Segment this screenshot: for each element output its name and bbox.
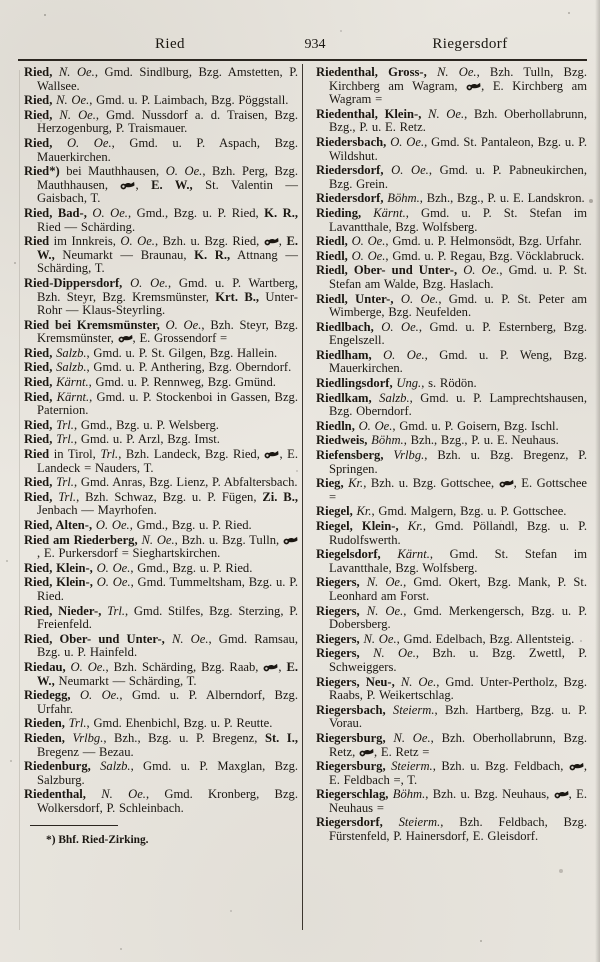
entry-headword: Riedlkam,	[316, 390, 372, 405]
crownland-abbr: O. Oe.	[373, 319, 419, 334]
entry-text: , Gmd. u. P. Anthering, Bzg. Oberndorf.	[86, 360, 292, 375]
entry-text: , Bzh. u. Bzg. Gottschee,	[363, 476, 499, 491]
entry-text: , Bzh. Tulln, Bzg. Kirchberg am Wagram,	[329, 65, 587, 93]
crownland-abbr: Trl.	[100, 447, 119, 462]
entry-headword: Krt. B.,	[215, 289, 260, 304]
gazetteer-entry	[24, 376, 298, 390]
gazetteer-entry	[24, 419, 298, 433]
entry-text: , Gmd. Ramsau, Bzg. u. P. Hainfeld.	[37, 631, 298, 660]
entry-headword: Riedersbach,	[316, 134, 387, 149]
post-horn-icon	[264, 237, 279, 246]
entry-headword: Ried, Klein-,	[24, 575, 93, 590]
entry-headword: Zi. B.,	[262, 489, 298, 504]
entry-headword: Ried,	[24, 375, 53, 390]
crownland-abbr: Böhm.	[383, 191, 420, 206]
entry-text: , Bzh. u. Bzg. Feldbach,	[432, 759, 569, 774]
entry-text: , Bzh. u. Bzg. Ried,	[154, 234, 264, 249]
entry-text: , Bzh. Hartberg, Bzg. u. P. Vorau.	[329, 702, 587, 731]
entry-headword: Riedl, Ober- und Unter-,	[316, 263, 458, 278]
post-horn-icon	[264, 450, 279, 459]
entry-text: ,	[278, 659, 287, 674]
gazetteer-entry	[24, 165, 298, 206]
entry-headword: Riedweis,	[316, 433, 368, 448]
entry-text: , Gmd. Sindlburg, Bzg. Amstetten, P. Wallsee.	[37, 65, 298, 93]
entry-headword: Rieg,	[316, 476, 344, 491]
crownland-abbr: O. Oe.	[383, 163, 429, 178]
crownland-abbr: N. Oe.	[394, 674, 437, 689]
crownland-abbr: N. Oe.	[85, 787, 146, 802]
crownland-abbr: Kr.	[343, 476, 364, 491]
gazetteer-entry	[316, 293, 587, 320]
entry-headword: Riedlham,	[316, 347, 372, 362]
crownland-abbr: O. Oe.	[86, 205, 128, 220]
crownland-abbr: O. Oe.	[354, 418, 393, 433]
footnote-rule	[30, 825, 118, 826]
entry-text: , E. Retz =	[373, 744, 430, 759]
header-guide-word-left: Ried	[155, 36, 185, 52]
entry-headword: Riegers,	[316, 631, 360, 646]
entry-text: , E. Gottschee =	[329, 476, 587, 504]
entry-text: Attnang — Schärding, T.	[37, 247, 298, 276]
entry-text: ,	[278, 234, 287, 249]
crownland-abbr: Kärnt.	[52, 389, 90, 404]
entry-headword: Ried, Bad-,	[24, 205, 87, 220]
gazetteer-entry	[24, 576, 298, 603]
crownland-abbr: Salzb.	[52, 360, 87, 375]
entry-headword: Ried	[24, 234, 50, 249]
entry-text: , Gmd. Anras, Bzg. Lienz, P. Abfaltersbach.	[73, 475, 298, 490]
crownland-abbr: Trl.	[52, 432, 74, 447]
entry-text: , Gmd. Okert, Bzg. Mank, P. St. Leonhard am Forst.	[329, 575, 587, 603]
crownland-abbr: Steierm.	[385, 759, 433, 774]
entry-text: , Gmd. St. Pantaleon, Bzg. u. P. Wildshut.	[329, 134, 588, 163]
gazetteer-entry	[316, 349, 587, 376]
entry-headword: Ried,	[24, 65, 53, 79]
crownland-abbr: O. Oe.	[70, 688, 120, 703]
entry-headword: Ried,	[24, 360, 53, 375]
crownland-abbr: N. Oe.	[52, 65, 95, 79]
crownland-abbr: Vrlbg.	[64, 730, 104, 745]
entry-text: , Bzh. Oberhollabrunn, Bzg., P. u. E. Retz.	[329, 106, 588, 135]
entry-text: , s. Rödön.	[421, 376, 477, 391]
entry-headword: Ried,	[24, 345, 53, 360]
crownland-abbr: Böhm.	[367, 433, 404, 448]
gazetteer-entry	[24, 66, 298, 93]
entry-headword: Riegersbach,	[316, 702, 386, 717]
entry-text: , Gmd. Merkengersch, Bzg. u. P. Dobersberg.	[329, 603, 587, 632]
post-horn-icon	[283, 536, 298, 545]
entry-headword: K. R.,	[264, 205, 298, 220]
entry-headword: Riedl,	[316, 234, 348, 249]
page-number: 934	[304, 37, 326, 52]
gazetteer-entry	[316, 449, 587, 476]
crownland-abbr: Kärnt.	[380, 547, 430, 562]
entry-headword: Riedl,	[316, 248, 348, 263]
gazetteer-entry	[24, 717, 298, 731]
crownland-abbr: O. Oe.	[457, 263, 500, 278]
entry-text: , Gmd. u. P. Weng, Bzg. Mauerkirchen.	[329, 347, 587, 376]
entry-headword: Rieding,	[316, 205, 362, 220]
crownland-abbr: O. Oe.	[165, 164, 203, 179]
entry-text: , Gmd. u. P. Alberndorf, Bzg. Urfahr.	[37, 688, 298, 716]
post-horn-icon	[466, 82, 481, 91]
gazetteer-entry	[24, 562, 298, 576]
entry-headword: Riegersburg,	[316, 730, 386, 745]
entry-headword: Riegersdorf,	[316, 815, 383, 830]
header-guide-word-right: Riegersdorf	[432, 36, 508, 52]
gazetteer-entry	[316, 250, 587, 264]
gazetteer-entry	[316, 192, 587, 206]
entry-headword: Riegers,	[316, 575, 360, 590]
entry-headword: Riegel, Klein-,	[316, 519, 399, 533]
gazetteer-entry	[316, 647, 587, 674]
entry-text: , Bzh., Bzg., P. u. E. Neuhaus.	[403, 433, 559, 448]
entry-headword: K. R.,	[194, 247, 231, 262]
column-divider-rule	[302, 64, 303, 930]
entry-headword: Ried,	[24, 93, 53, 108]
gazetteer-entry	[24, 448, 298, 475]
crownland-abbr: N. Oe.	[359, 646, 416, 661]
crownland-abbr: O. Oe.	[371, 347, 425, 362]
entry-headword: Riedersdorf,	[316, 163, 384, 178]
gazetteer-entry	[316, 420, 587, 434]
crownland-abbr: Böhm.	[388, 787, 426, 802]
crownland-abbr: O. Oe.	[120, 234, 155, 249]
entry-headword: Riedenthal,	[24, 787, 86, 802]
entry-text: , Gmd. Ehenbichl, Bzg. u. P. Reutte.	[86, 716, 273, 731]
entry-text: , Bzh. Landeck, Bzg. Ried,	[118, 447, 265, 462]
entry-text: , Gmd. Stilfes, Bzg. Sterzing, P. Freienfeld.	[37, 603, 299, 632]
gazetteer-entry	[316, 676, 587, 703]
crownland-abbr: N. Oe.	[52, 107, 96, 122]
entry-headword: Ried	[24, 447, 50, 462]
crownland-abbr: Salzb.	[371, 390, 410, 405]
entry-text: , Gmd. u. P. Pabneukirchen, Bzg. Grein.	[329, 163, 587, 191]
gazetteer-entry	[24, 109, 298, 136]
entry-text: , Gmd. u. P. Regau, Bzg. Vöcklabruck.	[385, 248, 585, 263]
crownland-abbr: Trl.	[52, 489, 77, 504]
gazetteer-entry	[24, 519, 298, 533]
entry-text: , Gmd. St. Stefan im Lavantthale, Bzg. Wolfsberg.	[329, 547, 587, 575]
gazetteer-entry	[316, 108, 587, 135]
gazetteer-entry	[316, 704, 587, 731]
crownland-abbr: O. Oe.	[52, 135, 112, 150]
entry-text: , Gmd. u. P. Aspach, Bzg. Mauerkirchen.	[37, 135, 299, 164]
entry-headword: Riedl, Unter-,	[316, 291, 394, 306]
entry-headword: Riegel,	[316, 504, 353, 519]
crownland-abbr: Trl.	[101, 603, 125, 618]
entry-headword: Riegelsdorf,	[316, 547, 381, 562]
entry-text: , E. Feldbach =, T.	[329, 759, 587, 787]
scan-crease-line	[19, 70, 20, 930]
entry-text: , E. Purkersdorf = Sieghartskirchen.	[37, 546, 221, 561]
entry-text: Bregenz — Bezau.	[37, 744, 134, 759]
gazetteer-entry	[24, 235, 298, 276]
entry-headword: Ried,	[24, 432, 53, 447]
crownland-abbr: O. Oe.	[347, 248, 386, 263]
entry-headword: Ried,	[24, 389, 53, 404]
entry-headword: Riedln,	[316, 418, 355, 433]
entry-headword: Ried, Ober- und Unter-,	[24, 631, 165, 646]
entry-headword: Rieden,	[24, 716, 65, 731]
entry-headword: Riedlingsdorf,	[316, 376, 393, 391]
entry-text: bei Mauthhausen,	[59, 164, 166, 179]
crownland-abbr: N. Oe.	[52, 93, 90, 108]
entry-text: ,	[135, 177, 152, 192]
crownland-abbr: Salzb.	[52, 345, 87, 360]
crownland-abbr: N. Oe.	[359, 575, 404, 590]
gazetteer-entry	[24, 605, 298, 632]
gazetteer-entry	[316, 136, 587, 163]
entry-headword: Riedegg,	[24, 688, 71, 703]
entry-headword: Riedenburg,	[24, 759, 91, 774]
entry-headword: Ried,	[24, 135, 53, 150]
entry-headword: Riegers, Neu-,	[316, 674, 395, 689]
gazetteer-entry	[316, 321, 587, 348]
entry-text: , Gmd. u. P. Lamprechtshausen, Bzg. Oberndorf.	[329, 390, 588, 419]
entry-headword: Ried-Dippersdorf,	[24, 275, 123, 290]
entry-text: , Gmd. Edelbach, Bzg. Allentsteig.	[396, 631, 575, 646]
gazetteer-entry	[316, 66, 587, 107]
gazetteer-entry	[316, 816, 587, 843]
crownland-abbr: N. Oe.	[359, 603, 404, 618]
entry-headword: Rieden,	[24, 730, 65, 745]
gazetteer-entry	[316, 760, 587, 787]
entry-text: , Bzh. u. Bzg. Bregenz, P. Springen.	[329, 448, 587, 476]
entry-text: , Bzh. Schärding, Bzg. Raab,	[105, 659, 264, 674]
gazetteer-entry	[24, 476, 298, 490]
entry-text: Neumarkt — Braunau,	[54, 247, 195, 262]
entry-headword: Ried,	[24, 475, 53, 490]
entry-text: , Bzh. Feldbach, Bzg. Fürstenfeld, P. Hainersdorf, E. Gleisdorf.	[329, 815, 587, 844]
entry-headword: Ried,	[24, 417, 53, 432]
gazetteer-entry	[316, 377, 587, 391]
entry-text: , E. Neuhaus =	[329, 787, 588, 815]
gazetteer-entry	[316, 732, 587, 759]
entry-headword: Ried bei Kremsmünster,	[24, 317, 160, 332]
gazetteer-entry	[24, 94, 298, 108]
crownland-abbr: N. Oe.	[359, 631, 397, 646]
entry-text: , Gmd. u. P. Esternberg, Bzg. Engelszell.	[329, 319, 587, 348]
page-edge-shadow	[595, 0, 600, 962]
post-horn-icon	[118, 334, 133, 343]
gazetteer-entry	[24, 788, 298, 815]
crownland-abbr: Kr.	[398, 519, 423, 533]
crownland-abbr: Trl.	[52, 475, 74, 490]
gazetteer-entry	[316, 264, 587, 291]
crownland-abbr: N. Oe.	[421, 106, 465, 121]
gazetteer-entry	[24, 689, 298, 716]
crownland-abbr: Kärnt.	[52, 375, 89, 390]
entry-headword: Riegerschlag,	[316, 787, 389, 802]
crownland-abbr: Kr.	[352, 504, 372, 519]
gazetteer-entry	[316, 633, 587, 647]
gazetteer-entry	[24, 361, 298, 375]
entry-headword: E. W.,	[37, 234, 298, 262]
entry-text: , Bzh. Perg, Bzg. Mauthhausen,	[37, 164, 298, 192]
crownland-abbr: O. Oe.	[393, 291, 439, 306]
gazetteer-entry	[24, 347, 298, 361]
entry-text: Jenbach — Mayrhofen.	[37, 503, 157, 518]
gazetteer-entry	[316, 164, 587, 191]
entry-text: im Innkreis,	[49, 234, 121, 249]
entry-text: , Gmd. u. P. Arzl, Bzg. Imst.	[73, 432, 220, 447]
gazetteer-entry	[24, 207, 298, 234]
gazetteer-entry	[316, 434, 587, 448]
entry-text: , Gmd. Malgern, Bzg. u. P. Gottschee.	[371, 504, 567, 519]
entry-headword: Ried*)	[24, 164, 60, 179]
crownland-abbr: Kärnt.	[361, 205, 406, 220]
entry-text: , Bzh., Bzg., P. u. E. Landskron.	[419, 191, 585, 206]
entry-text: , Gmd. u. P. Goisern, Bzg. Ischl.	[392, 418, 559, 433]
post-horn-icon	[120, 181, 135, 190]
scan-speckles	[0, 0, 2, 2]
entry-text: , Bzh. Oberhollabrunn, Bzg. Retz,	[329, 730, 587, 759]
column-right	[316, 66, 587, 845]
entry-text: , Bzh. Schwaz, Bzg. u. P. Fügen,	[76, 489, 263, 504]
gazetteer-entry	[316, 576, 587, 603]
crownland-abbr: Salzb.	[90, 759, 131, 774]
entry-headword: St. I.,	[264, 730, 298, 745]
crownland-abbr: Ung.	[392, 376, 422, 391]
gazetteer-entry	[24, 391, 298, 418]
entry-headword: Ried,	[24, 489, 53, 504]
gazetteer-entry	[24, 633, 298, 660]
crownland-abbr: O. Oe.	[386, 134, 425, 149]
entry-text: , Gmd. Kronberg, Bzg. Wolkersdorf, P. Schleinbach.	[37, 787, 298, 815]
entry-text: , Bzh. u. Bzg. Zwettl, P. Schweiggers.	[329, 646, 587, 674]
crownland-abbr: N. Oe.	[426, 65, 477, 79]
entry-headword: Riedau,	[24, 659, 66, 674]
gazetteer-entry	[316, 235, 587, 249]
gazetteer-entry	[24, 433, 298, 447]
gazetteer-entry	[24, 732, 298, 759]
entry-text: , Gmd. Nussdorf a. d. Traisen, Bzg. Herzogenburg, P. Traismauer.	[37, 107, 298, 136]
entry-headword: Ried, Nieder-,	[24, 603, 102, 618]
crownland-abbr: N. Oe.	[385, 730, 431, 745]
crownland-abbr: Trl.	[64, 716, 87, 731]
crownland-abbr: O. Oe.	[347, 234, 386, 249]
gazetteer-entry	[316, 477, 587, 504]
entry-text: , Gmd. u. P. Wartberg, Bzh. Steyr, Bzg. Kremsmünster,	[37, 275, 298, 304]
entry-text: , Gmd. Unter-Pertholz, Bzg. Raabs, P. Weikertschlag.	[329, 674, 587, 703]
crownland-abbr: N. Oe.	[164, 631, 209, 646]
entry-text: , Gmd. u. P. Maxglan, Bzg. Salzburg.	[37, 759, 299, 787]
crownland-abbr: O. Oe.	[159, 317, 202, 332]
entry-headword: Ried, Klein-,	[24, 560, 93, 575]
entry-text: , Bzh. u. Bzg. Neuhaus,	[425, 787, 554, 802]
gazetteer-entry	[24, 137, 298, 164]
entry-text: St. Valentin — Gaisbach, T.	[37, 177, 299, 206]
gazetteer-entry	[316, 788, 587, 815]
gazetteer-entry	[24, 760, 298, 787]
entry-text: , Gmd. u. P. St. Stefan am Walde, Bzg. Haslach.	[329, 263, 587, 291]
post-horn-icon	[554, 790, 569, 799]
entry-text: , Gmd. u. P. Laimbach, Bzg. Pöggstall.	[89, 93, 289, 108]
entry-text: , Bzh. u. Bzg. Tulln,	[174, 532, 283, 547]
crownland-abbr: Steierm.	[382, 815, 441, 830]
entry-text: Ried — Schärding.	[37, 219, 136, 234]
entry-text: , Bzh., Bzg. u. P. Bregenz,	[103, 730, 265, 745]
entry-text: , E. Kirchberg am Wagram =	[329, 78, 587, 107]
entry-headword: Ried, Alten-,	[24, 518, 93, 532]
gazetteer-entry	[316, 392, 587, 419]
entry-text: Neumarkt — Schärding, T.	[54, 673, 197, 688]
entry-headword: Ried am Riederberg,	[24, 532, 138, 547]
crownland-abbr: O. Oe.	[92, 518, 130, 532]
entry-text: , Gmd., Bzg. u. P. Ried.	[129, 518, 252, 532]
gazetteer-entry	[316, 605, 587, 632]
gazetteer-entry	[24, 491, 298, 518]
entry-text: in Tirol,	[49, 447, 101, 462]
entry-headword: E. W.,	[37, 659, 298, 688]
entry-text: , Gmd., Bzg. u. P. Ried,	[127, 205, 265, 220]
entry-headword: E. W.,	[151, 177, 193, 192]
crownland-abbr: Steierm.	[385, 702, 435, 717]
crownland-abbr: O. Oe.	[92, 560, 131, 575]
post-horn-icon	[499, 479, 514, 488]
gazetteer-entry	[24, 661, 298, 688]
post-horn-icon	[359, 748, 374, 757]
crownland-abbr: Vrlbg.	[383, 448, 425, 463]
entry-text: , Bzh. Steyr, Bzg. Kremsmünster,	[37, 317, 298, 346]
gazetteer-entry	[316, 520, 587, 547]
entry-text: , Gmd., Bzg. u. P. Welsberg.	[73, 417, 219, 432]
entry-text: , Gmd. u. P. St. Gilgen, Bzg. Hallein.	[86, 345, 278, 360]
footnote-text: *) Bhf. Ried-Zirking.	[46, 834, 149, 847]
entry-headword: Riegersburg,	[316, 759, 386, 774]
crownland-abbr: Trl.	[52, 417, 74, 432]
gazetteer-entry	[24, 319, 298, 346]
entry-text: , Gmd. u. P. Helmonsödt, Bzg. Urfahr.	[385, 234, 582, 249]
footnote-block	[24, 825, 298, 847]
crownland-abbr: O. Oe.	[122, 275, 168, 290]
header-rule	[18, 59, 587, 61]
entry-headword: Riedersdorf,	[316, 191, 384, 206]
entry-text: , E. Landeck = Nauders, T.	[37, 447, 298, 475]
gazetteer-entry	[316, 548, 587, 575]
entry-headword: Riefensberg,	[316, 448, 384, 463]
column-left	[24, 66, 298, 847]
entry-text: , Gmd. u. P. St. Peter am Wimberge, Bzg. Neufelden.	[329, 291, 587, 320]
entry-headword: Ried,	[24, 107, 53, 122]
entry-text: , Gmd. Pöllandl, Bzg. u. P. Rudolfswerth.	[329, 519, 587, 547]
crownland-abbr: O. Oe.	[92, 575, 131, 590]
entry-text: , Gmd. Tummeltsham, Bzg. u. P. Ried.	[37, 575, 298, 603]
entry-text: Unter-Rohr — Klaus-Steyrling.	[37, 289, 298, 318]
entry-headword: Riegers,	[316, 603, 360, 618]
crownland-abbr: N. Oe.	[137, 532, 175, 547]
entry-text: , Gmd. u. P. Rennweg, Bzg. Gmünd.	[88, 375, 276, 390]
post-horn-icon	[263, 663, 278, 672]
entry-headword: Riegers,	[316, 646, 360, 661]
entry-text: , E. Grossendorf =	[132, 331, 228, 346]
crownland-abbr: O. Oe.	[65, 659, 106, 674]
post-horn-icon	[569, 762, 584, 771]
entry-headword: Riedlbach,	[316, 319, 374, 334]
gazetteer-entry	[316, 207, 587, 234]
entry-text: , Gmd. u. P. St. Stefan im Lavantthale, Bzg. Wolfsberg.	[329, 205, 588, 234]
gazetteer-entry	[316, 505, 587, 519]
entry-headword: Riedenthal, Gross-,	[316, 65, 427, 79]
entry-headword: Riedenthal, Klein-,	[316, 106, 422, 121]
entry-text: , Gmd. u. P. Stockenboi in Gassen, Bzg. Paternion.	[37, 389, 298, 418]
gazetteer-entry	[24, 534, 298, 561]
entry-text: , Gmd., Bzg. u. P. Ried.	[130, 560, 253, 575]
gazetteer-entry	[24, 277, 298, 318]
